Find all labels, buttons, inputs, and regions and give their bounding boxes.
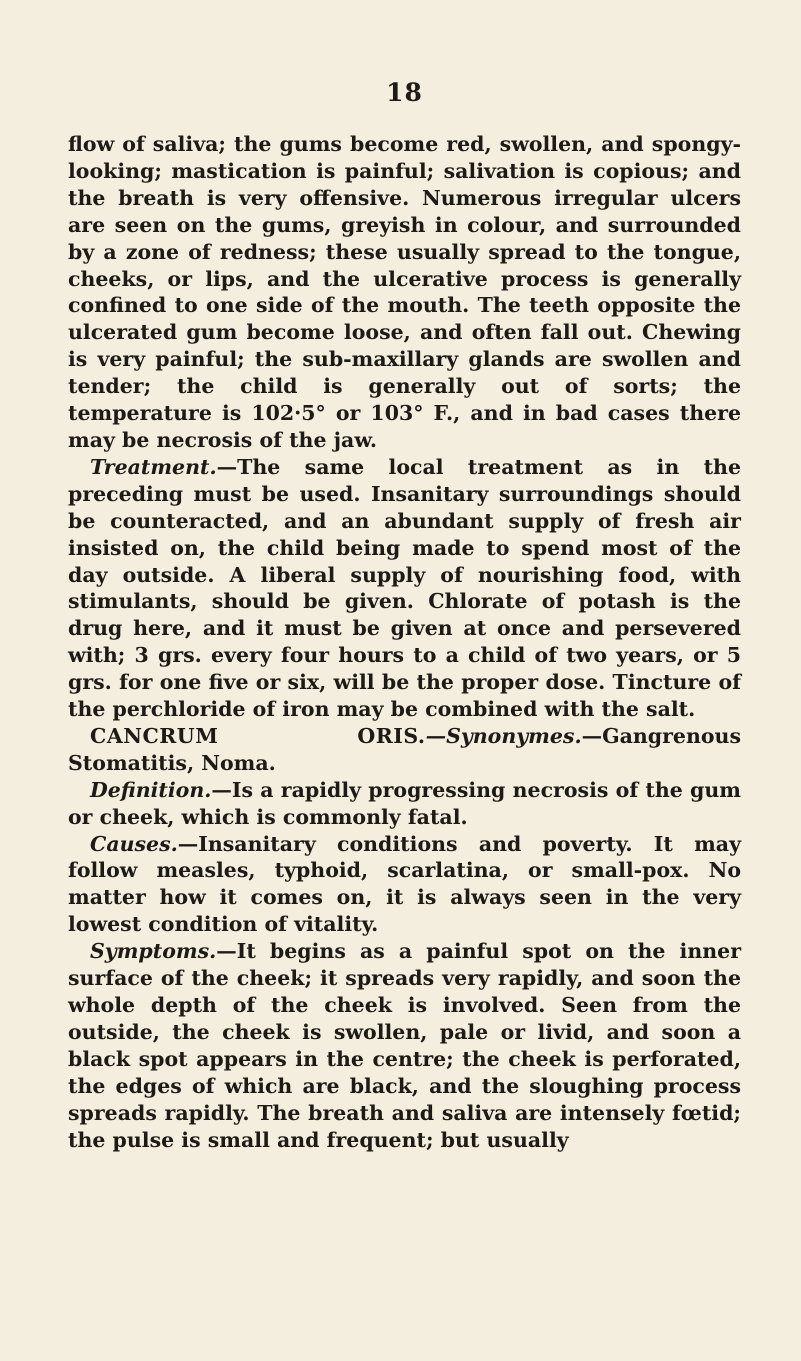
paragraph-lead: Causes. [90, 831, 178, 856]
paragraph-text: —The same local treatment as in the preceding must be used. Insanitary surroundings should be counteracted, and an abundant supply of fresh air insisted on, the child being made to spend most of the day outside. A liberal supply of nourishing food, with stimulants, should be given. Chlorate of potash is the drug here, and it must be given at once and persevered with; 3 grs. every four hours to a child of two years, or 5 grs. for one five or six, will be the proper dose. Tincture of the perchloride of iron may be combined with the salt. [68, 454, 741, 722]
paragraph-lead: Treatment. [90, 454, 217, 479]
page-number: 18 [386, 78, 423, 107]
paragraph-text: —Is a rapidly progressing necrosis of the gum or cheek, which is commonly fatal. [68, 777, 741, 829]
paragraph-lead: Symptoms. [90, 939, 217, 964]
paragraph-text: —Gangrenous Stomatitis, Noma. [68, 723, 741, 775]
section-heading: CANCRUM ORIS. [90, 723, 426, 748]
paragraph-causes [68, 831, 741, 939]
paragraph-cancrum-oris [68, 723, 741, 777]
paragraph-lead: —Synonymes. [425, 723, 582, 748]
paragraph-text: flow of saliva; the gums become red, swollen, and spongy-looking; mastication is painful; salivation is copious; and the breath is very offensive. Numerous irregular ulcers are seen on the gums, greyish in colour, and surrounded by a zone of redness; these usually spread to the tongue, cheeks, or lips, and the ulcerative process is generally confined to one side of the mouth. The teeth opposite the ulcerated gum become loose, and often fall out. Chewing is very painful; the sub-maxillary glands are swollen and tender; the child is generally out of sorts; the temperature is 102·5° or 103° F., and in bad cases there may be necrosis of the jaw. [68, 132, 741, 452]
paragraph-symptoms [68, 938, 741, 1153]
page-body [68, 131, 741, 1153]
paragraph-text: —Insanitary conditions and poverty. It may follow measles, typhoid, scarlatina, or small-pox. No matter how it comes on, it is always seen in the very lowest condition of vitality. [68, 831, 741, 937]
paragraph-lead: Definition. [90, 777, 212, 802]
paragraph-treatment [68, 454, 741, 723]
paragraph-text: —It begins as a painful spot on the inner surface of the cheek; it spreads very rapidly, and soon the whole depth of the cheek is involved. Seen from the outside, the cheek is swollen, pale or livid, and soon a black spot appears in the centre; the cheek is perforated, the edges of which are black, and the sloughing process spreads rapidly. The breath and saliva are intensely fœtid; the pulse is small and frequent; but usually [68, 939, 741, 1152]
paragraph-symptoms-continued [68, 131, 741, 454]
paragraph-definition [68, 777, 741, 831]
